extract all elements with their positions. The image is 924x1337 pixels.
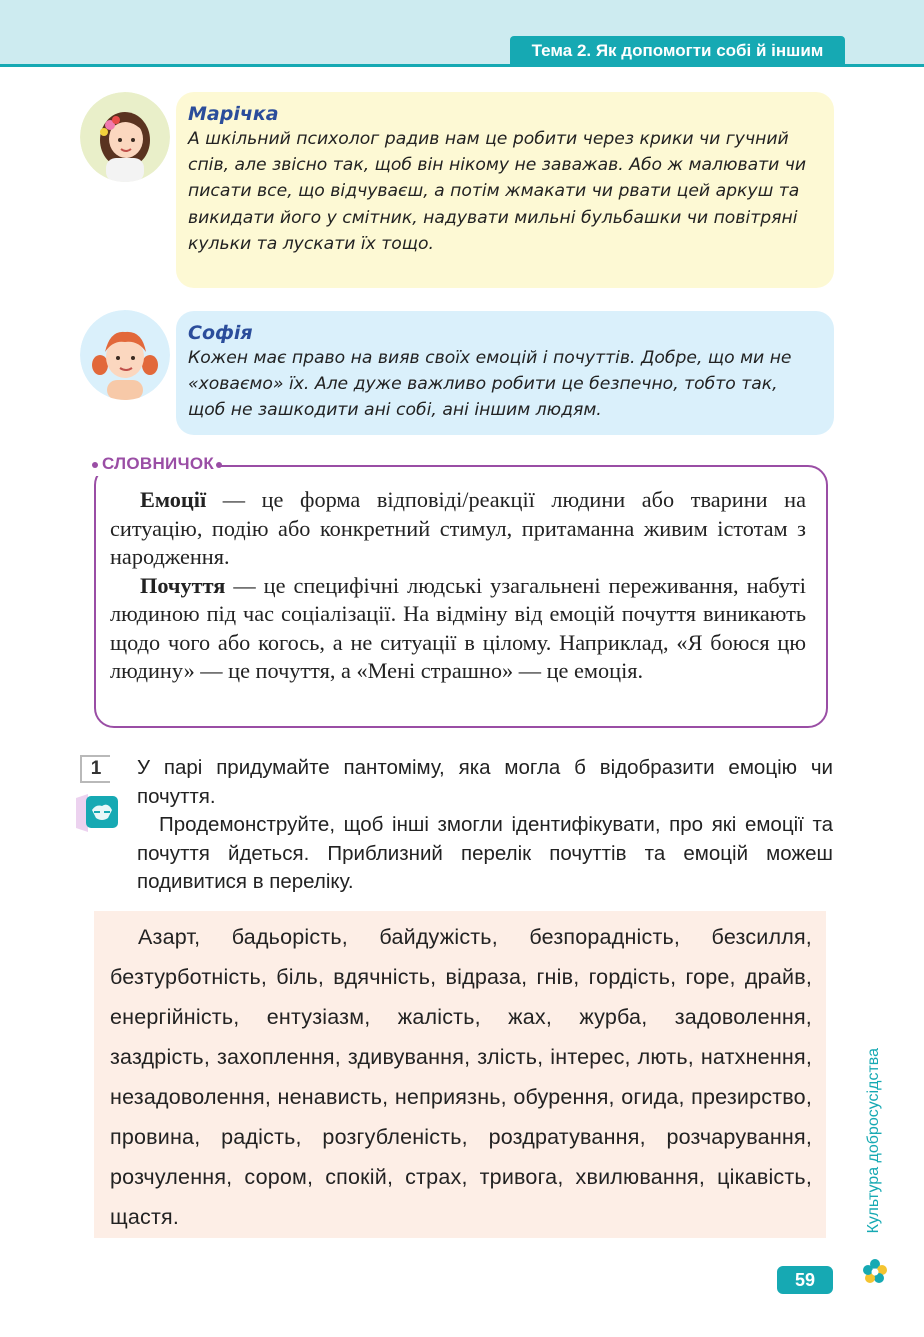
task-paragraph-2: Продемонструйте, щоб інші змогли ідентифікувати, про які емоції та почуття йдеться. Приблизний перелік почуттів та емоцій можеш подивитися в переліку. — [137, 813, 833, 893]
emotions-list: Азарт, бадьорість, байдужість, безпорадність, безсилля, безтурботність, біль, вдячність, відраза, гнів, гордість, горе, драйв, енергійність, ентузіазм, жалість, жах, журба, задоволення, заздрість, захоплення, здивування, злість, інтерес, лють, натхнення, незадоволення, ненависть, неприязнь, обурення, огида, презирство, провина, радість, розгубленість, роздратування, розчарування, розчулення, сором, спокій, страх, тривога, хвилювання, цікавість, щастя. — [110, 925, 812, 1229]
speaker-name: Софія — [188, 322, 253, 344]
glossary-term: Емоції — [140, 487, 207, 512]
glossary-entry — [110, 572, 806, 686]
glossary-title-text: СЛОВНИЧОК — [102, 454, 215, 473]
glossary-title — [92, 452, 218, 476]
glossary-definition: — це форма відповіді/реакції людини або тварини на ситуацію, подію або конкретний стимул, притаманна живим істотам з народження. — [110, 487, 806, 569]
glossary-entry — [110, 486, 806, 572]
glossary-definition: — це специфічні людські узагальнені переживання, набуті людиною під час соціалізації. На відміну від емоцій почуття виникають щодо чого або когось, а не ситуації в цілому. Наприклад, «Я боюся цю людину» — це почуття, а «Мені страшно» — це емоція. — [110, 572, 806, 683]
speaker-name: Марічка — [188, 103, 279, 125]
speech-text: А шкільний психолог радив нам це робити через крики чи гучний спів, але звісно так, щоб він нікому не заважав. Або ж малювати чи писати все, що відчуваєш, а потім жмакати чи рвати цей аркуш та викидати його у смітник, надувати мильні бульбашки чи повітряні кульки та лускати їх тощо. — [188, 129, 807, 254]
speech-bubble-marichka — [176, 92, 834, 288]
page-number: 59 — [777, 1266, 833, 1294]
task-text — [137, 754, 833, 897]
glossary-dot-left-icon — [92, 462, 98, 468]
side-label — [862, 1048, 886, 1248]
speech-text: Кожен має право на вияв своїх емоцій і почуттів. Добре, що ми не «ховаємо» їх. Але дуже важливо робити це безпечно, тобто так, щоб не зашкодити ані собі, ані іншим людям. — [188, 348, 792, 421]
side-label-text: Культура добросусідства — [865, 1048, 882, 1234]
topic-label: Тема 2. Як допомогти собі й іншим — [510, 36, 845, 66]
speech-bubble-sofia — [176, 311, 834, 435]
glossary-dot-right-icon — [216, 462, 222, 468]
sofia-avatar-icon — [80, 310, 170, 400]
glossary-text — [110, 486, 806, 686]
task-number-badge: 1 — [80, 755, 110, 783]
pair-work-icon — [74, 788, 122, 836]
glossary-term: Почуття — [140, 572, 226, 598]
flower-icon — [862, 1258, 888, 1284]
marichka-avatar-icon — [80, 92, 170, 182]
task-paragraph-1: У парі придумайте пантоміму, яка могла б відобразити емоцію чи почуття. — [137, 756, 833, 808]
